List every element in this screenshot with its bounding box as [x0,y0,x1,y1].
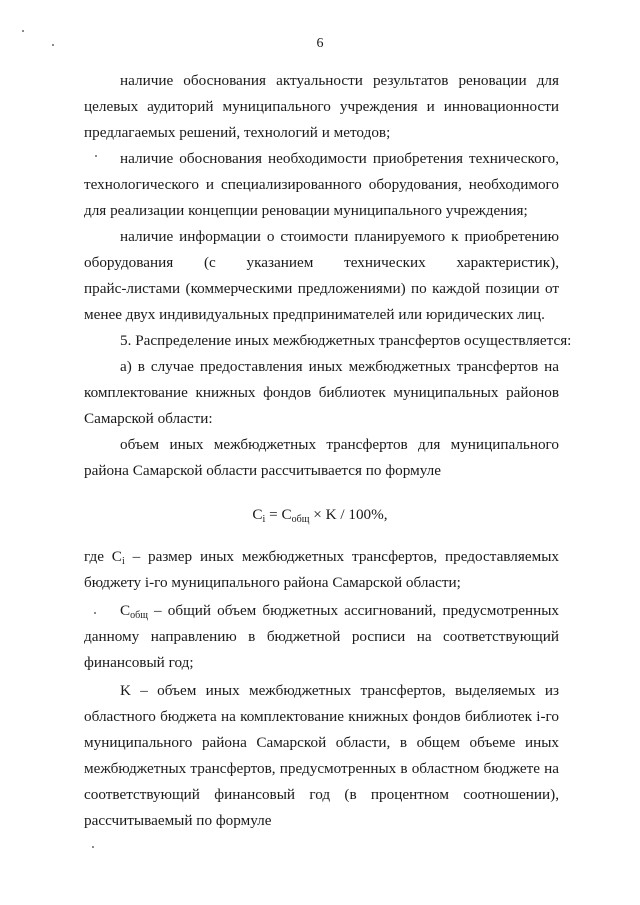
def-ci-pre: где C [84,548,122,565]
text-line: рассчитываемый по формуле [84,812,272,829]
text-line: K – объем иных межбюджетных трансфертов, выделяемых из [120,682,559,699]
scan-speck [92,846,94,848]
paragraph-distribution-heading [84,328,572,354]
paragraph-case-a [84,354,559,432]
text-line: оборудования (с указанием технических характеристик), [84,254,559,271]
text-line: финансовый год; [84,654,194,671]
text-line: межбюджетных трансфертов, предусмотренных в областном бюджете на [84,760,559,777]
definition-k [84,678,559,834]
def-cobsch-sub: общ [130,610,148,621]
text-line: данному направлению в бюджетной росписи на соответствующий [84,628,559,645]
formula-equals-c: = C [265,506,292,523]
formula-c-subscript: общ [291,514,310,525]
text-line: целевых аудиторий муниципального учреждения и инновационности [84,98,559,115]
text-line: прайс-листами (коммерческими предложениями) по каждой позиции от [84,280,559,297]
text-line [84,598,559,624]
text-line: технологического и специализированного оборудования, необходимого [84,176,559,193]
text-line: района Самарской области рассчитывается по формуле [84,462,441,479]
paragraph-volume-formula-intro [84,432,559,484]
scan-speck [52,44,54,46]
formula-lhs: C [252,506,263,523]
text-line: комплектование книжных фондов библиотек муниципальных районов [84,384,559,401]
formula-ci [0,502,640,528]
paragraph-equipment-cost [84,224,559,328]
text-line: муниципального района Самарской области, в общем объеме иных [84,734,559,751]
text-line: для реализации концепции реновации муниципального учреждения; [84,202,528,219]
scan-speck [22,30,24,32]
text-line: менее двух индивидуальных предпринимателей или юридических лиц. [84,306,545,323]
text-line: наличие обоснования необходимости приобретения технического, [120,150,559,167]
text-line: Самарской области: [84,410,213,427]
formula-lhs-subscript: i [262,514,266,525]
definition-ci [84,544,559,596]
text-line: бюджету i-го муниципального района Самарской области; [84,574,461,591]
text-line: наличие информации о стоимости планируемого к приобретению [120,228,559,245]
paragraph-justification-relevance [84,68,559,146]
text-line [84,544,559,570]
paragraph-equipment-necessity [84,146,559,224]
text-line: предлагаемых решений, технологий и методов; [84,124,391,141]
text-line: областного бюджета на комплектование книжных фондов библиотек i-го [84,708,559,725]
formula-rest: × K / 100%, [309,506,388,523]
scan-speck [95,155,97,157]
text-line: 5. Распределение иных межбюджетных трансфертов осуществляется: [120,332,572,349]
text-line: а) в случае предоставления иных межбюджетных трансфертов на [120,358,559,375]
def-cobsch-pre: C [120,602,131,619]
def-ci-sub: i [121,556,125,567]
scan-speck [94,612,96,614]
text-line: объем иных межбюджетных трансфертов для муниципального [120,436,559,453]
text-line: наличие обоснования актуальности результатов реновации для [120,72,559,89]
page-number: 6 [316,36,324,51]
def-ci-post: – размер иных межбюджетных трансфертов, предоставляемых [124,548,559,565]
def-cobsch-post: – общий объем бюджетных ассигнований, предусмотренных [154,602,559,619]
definition-cobsch [84,598,559,676]
text-line: соответствующий финансовый год (в процентном соотношении), [84,786,559,803]
